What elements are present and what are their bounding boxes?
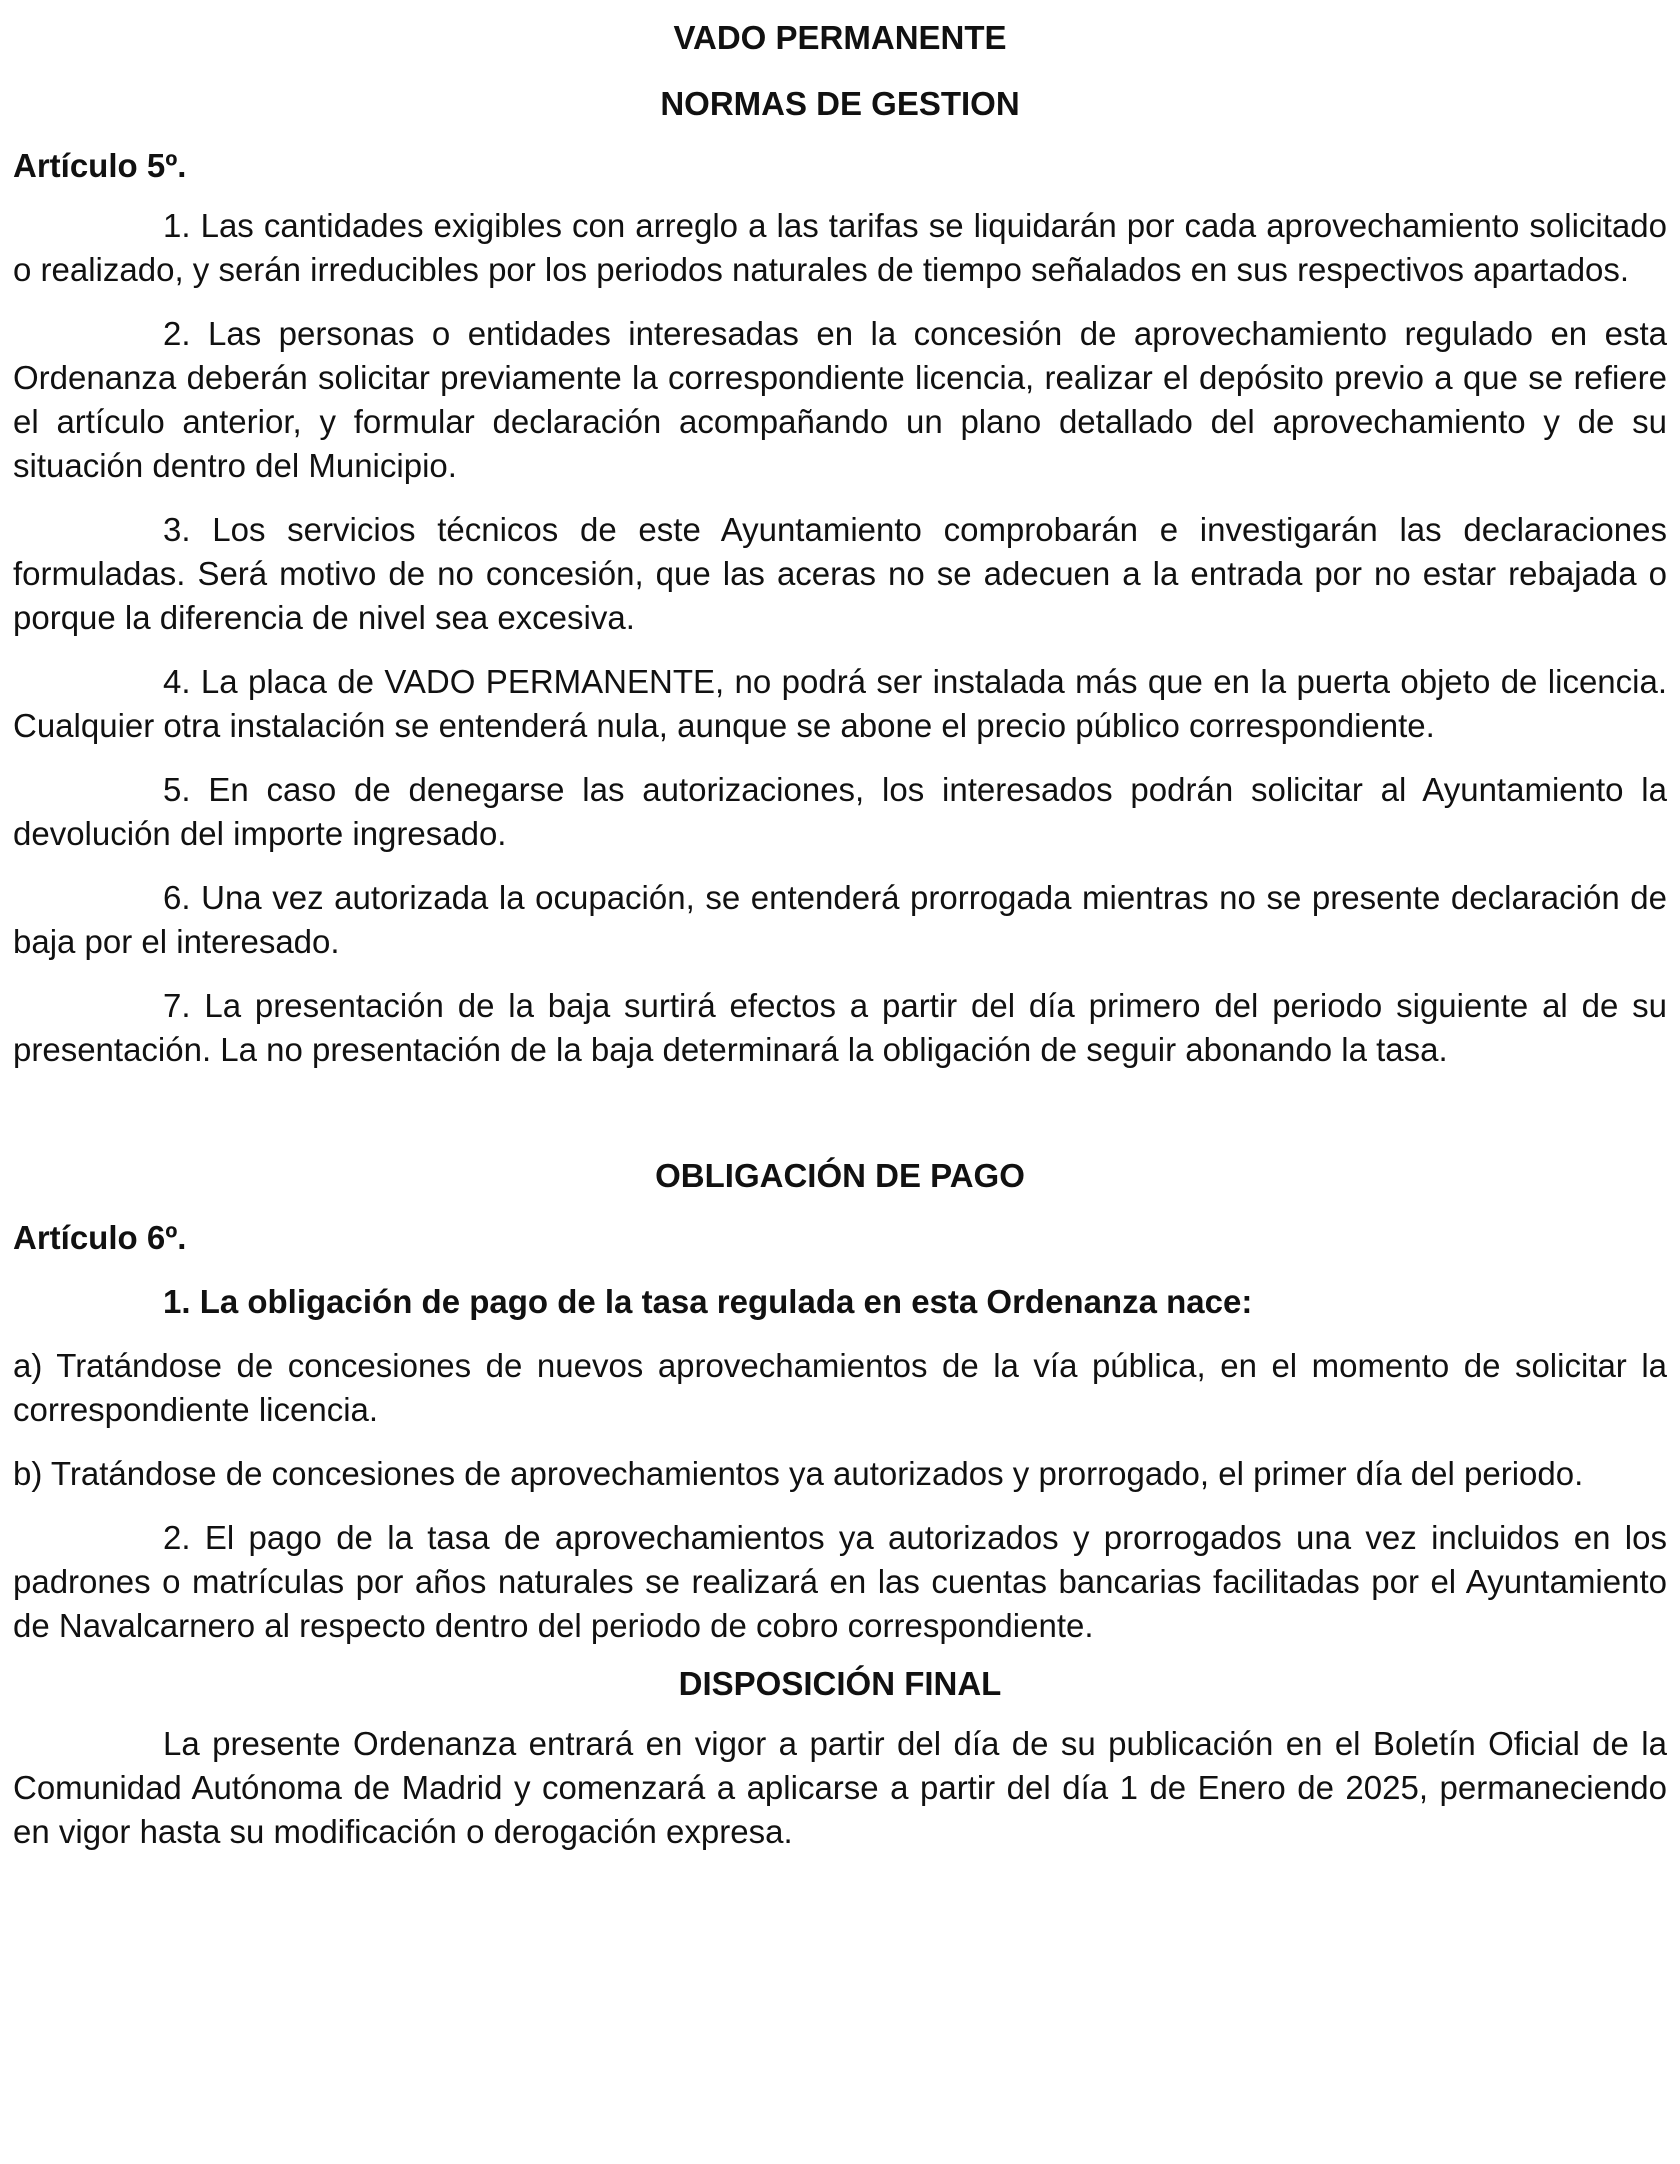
article-5-paragraph-3: 3. Los servicios técnicos de este Ayuntamiento comprobarán e investigarán las declaraciones formuladas. Será motivo de no concesión, que las aceras no se adecuen a la entrada por no estar rebajada o porque la diferencia de nivel sea excesiva. [13, 511, 1667, 636]
article-6-paragraph-2: 2. El pago de la tasa de aprovechamientos ya autorizados y prorrogados una vez incluidos en los padrones o matrículas por años naturales se realizará en las cuentas bancarias facilitadas por el Ayuntamiento de Navalcarnero al respecto dentro del periodo de cobro correspondiente. [13, 1519, 1667, 1644]
article-5-paragraph-1: 1. Las cantidades exigibles con arreglo a las tarifas se liquidarán por cada aprovechamiento solicitado o realizado, y serán irreducibles por los periodos naturales de tiempo señalados en sus respectivos apartados. [13, 207, 1667, 288]
article-5-heading: Artículo 5º. [13, 147, 187, 184]
article-6-item-b: b) Tratándose de concesiones de aprovechamientos ya autorizados y prorrogado, el primer día del periodo. [13, 1455, 1584, 1492]
article-5-paragraph-5: 5. En caso de denegarse las autorizaciones, los interesados podrán solicitar al Ayuntamiento la devolución del importe ingresado. [13, 771, 1667, 852]
article-5-paragraph-6: 6. Una vez autorizada la ocupación, se entenderá prorrogada mientras no se presente declaración de baja por el interesado. [13, 879, 1667, 960]
article-6-lead: 1. La obligación de pago de la tasa regulada en esta Ordenanza nace: [163, 1283, 1253, 1320]
article-6-item-a: a) Tratándose de concesiones de nuevos aprovechamientos de la vía pública, en el momento de solicitar la correspondiente licencia. [13, 1347, 1667, 1428]
article-5-paragraph-2: 2. Las personas o entidades interesadas en la concesión de aprovechamiento regulado en esta Ordenanza deberán solicitar previamente la correspondiente licencia, realizar el depósito previo a que se refiere el artículo anterior, y formular declaración acompañando un plano detallado del aprovechamiento y de su situación dentro del Municipio. [13, 315, 1667, 484]
final-provision-text: La presente Ordenanza entrará en vigor a partir del día de su publicación en el Boletín Oficial de la Comunidad Autónoma de Madrid y comenzará a aplicarse a partir del día 1 de Enero de 2025, permaneciendo en vigor hasta su modificación o derogación expresa. [13, 1725, 1667, 1850]
article-5-paragraph-7: 7. La presentación de la baja surtirá efectos a partir del día primero del periodo siguiente al de su presentación. La no presentación de la baja determinará la obligación de seguir abonando la tasa. [13, 987, 1667, 1068]
document-title: VADO PERMANENTE [673, 19, 1007, 56]
section-title-normas: NORMAS DE GESTION [660, 85, 1020, 122]
section-spacer [13, 1072, 1667, 1154]
section-title-obligacion: OBLIGACIÓN DE PAGO [655, 1157, 1025, 1194]
article-6-heading: Artículo 6º. [13, 1219, 187, 1256]
section-title-disposicion-final: DISPOSICIÓN FINAL [678, 1665, 1002, 1702]
article-5-paragraph-4: 4. La placa de VADO PERMANENTE, no podrá ser instalada más que en la puerta objeto de licencia. Cualquier otra instalación se entenderá nula, aunque se abone el precio público correspondiente. [13, 663, 1667, 744]
